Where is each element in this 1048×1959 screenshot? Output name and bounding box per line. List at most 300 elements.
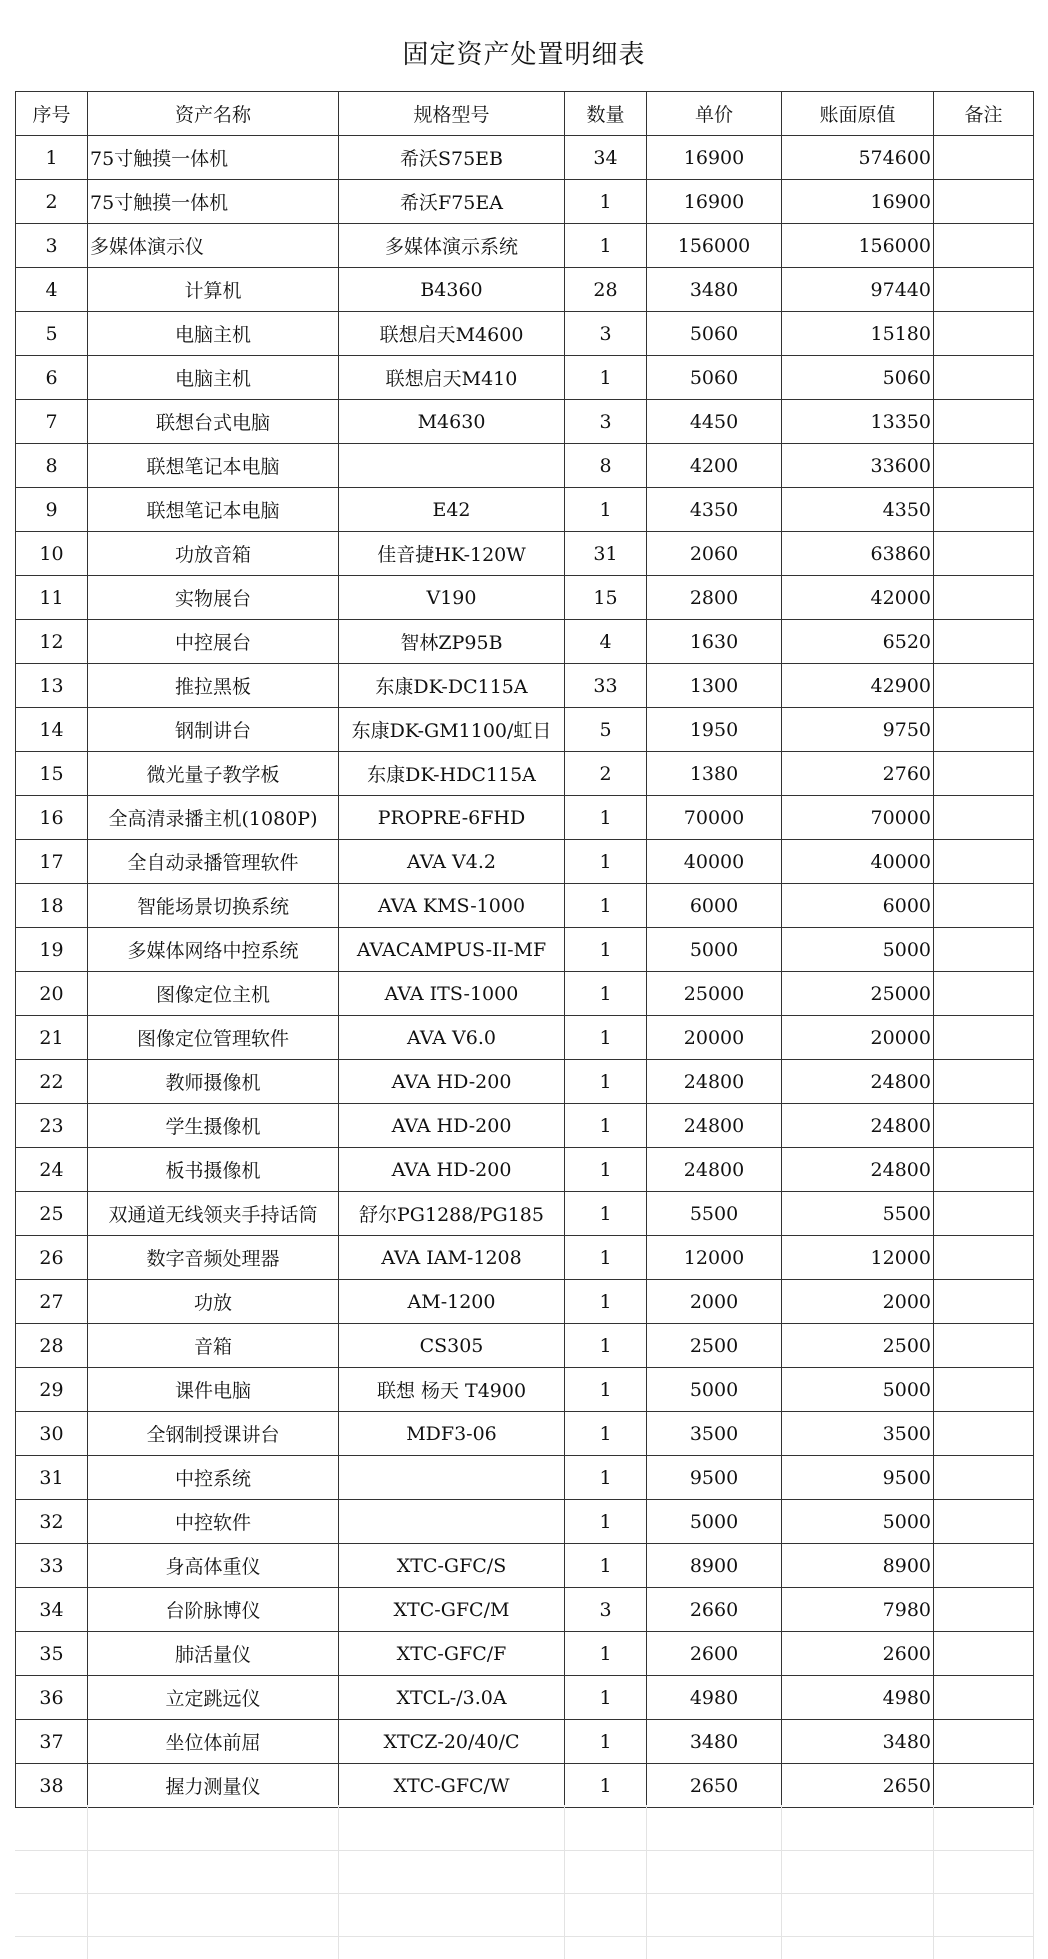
cell-book-value[interactable]: 5060 [782,356,934,400]
cell-asset-name[interactable]: 功放 [88,1280,339,1324]
cell-book-value[interactable]: 8900 [782,1544,934,1588]
cell-remarks[interactable] [934,1148,1034,1192]
cell-spec-model[interactable]: 联想启天M410 [339,356,565,400]
cell-book-value[interactable]: 63860 [782,532,934,576]
cell-spec-model[interactable]: AVA KMS-1000 [339,884,565,928]
cell-unit-price[interactable]: 3480 [647,268,782,312]
cell-spec-model[interactable]: PROPRE-6FHD [339,796,565,840]
cell-asset-name[interactable]: 图像定位管理软件 [88,1016,339,1060]
cell-asset-name[interactable]: 联想台式电脑 [88,400,339,444]
cell-quantity[interactable]: 1 [565,1236,647,1280]
cell-unit-price[interactable]: 20000 [647,1016,782,1060]
cell-quantity[interactable]: 1 [565,840,647,884]
cell-index[interactable]: 5 [16,312,88,356]
cell-book-value[interactable]: 5500 [782,1192,934,1236]
cell-quantity[interactable]: 1 [565,1280,647,1324]
cell-remarks[interactable] [934,796,1034,840]
cell-spec-model[interactable]: 智林ZP95B [339,620,565,664]
cell-unit-price[interactable]: 9500 [647,1456,782,1500]
cell-quantity[interactable]: 1 [565,1412,647,1456]
cell-remarks[interactable] [934,224,1034,268]
cell-quantity[interactable]: 1 [565,1368,647,1412]
cell-index[interactable]: 2 [16,180,88,224]
cell-book-value[interactable]: 20000 [782,1016,934,1060]
cell-quantity[interactable]: 1 [565,1456,647,1500]
cell-asset-name[interactable]: 75寸触摸一体机 [88,136,339,180]
table-row [16,1632,1034,1676]
cell-index[interactable]: 36 [16,1676,88,1720]
cell-asset-name[interactable]: 多媒体演示仪 [88,224,339,268]
cell-quantity[interactable]: 3 [565,400,647,444]
cell-remarks[interactable] [934,1368,1034,1412]
cell-remarks[interactable] [934,576,1034,620]
cell-index[interactable]: 3 [16,224,88,268]
cell-unit-price[interactable]: 4980 [647,1676,782,1720]
cell-asset-name[interactable]: 肺活量仪 [88,1632,339,1676]
cell-asset-name[interactable]: 微光量子教学板 [88,752,339,796]
cell-spec-model[interactable]: XTC-GFC/M [339,1588,565,1632]
cell-index[interactable]: 24 [16,1148,88,1192]
header-book-value[interactable]: 账面原值 [782,92,934,136]
cell-book-value[interactable]: 2000 [782,1280,934,1324]
table-row [16,752,1034,796]
cell-quantity[interactable]: 1 [565,1632,647,1676]
cell-spec-model[interactable] [339,444,565,488]
cell-unit-price[interactable]: 12000 [647,1236,782,1280]
table-row [16,1676,1034,1720]
cell-quantity[interactable]: 4 [565,620,647,664]
table-row [16,884,1034,928]
cell-remarks[interactable] [934,840,1034,884]
cell-asset-name[interactable]: 多媒体网络中控系统 [88,928,339,972]
cell-quantity[interactable]: 34 [565,136,647,180]
cell-quantity[interactable]: 1 [565,488,647,532]
cell-spec-model[interactable]: 舒尔PG1288/PG185 [339,1192,565,1236]
cell-quantity[interactable]: 1 [565,1544,647,1588]
cell-remarks[interactable] [934,884,1034,928]
cell-quantity[interactable]: 1 [565,1324,647,1368]
cell-spec-model[interactable]: AVACAMPUS-II-MF [339,928,565,972]
cell-remarks[interactable] [934,1632,1034,1676]
table-row [16,1588,1034,1632]
table-row [16,1456,1034,1500]
cell-spec-model[interactable]: AVA HD-200 [339,1060,565,1104]
cell-index[interactable]: 27 [16,1280,88,1324]
cell-book-value[interactable]: 4980 [782,1676,934,1720]
cell-quantity[interactable]: 1 [565,180,647,224]
table-row [16,400,1034,444]
cell-remarks[interactable] [934,1676,1034,1720]
table-row [16,620,1034,664]
cell-asset-name[interactable]: 实物展台 [88,576,339,620]
cell-unit-price[interactable]: 24800 [647,1104,782,1148]
cell-unit-price[interactable]: 5000 [647,1500,782,1544]
cell-spec-model[interactable]: 东康DK-GM1100/虹日 [339,708,565,752]
cell-spec-model[interactable]: 东康DK-DC115A [339,664,565,708]
header-unit-price[interactable]: 单价 [647,92,782,136]
cell-asset-name[interactable]: 音箱 [88,1324,339,1368]
cell-remarks[interactable] [934,972,1034,1016]
cell-book-value[interactable]: 16900 [782,180,934,224]
cell-remarks[interactable] [934,136,1034,180]
cell-unit-price[interactable]: 5060 [647,312,782,356]
cell-remarks[interactable] [934,180,1034,224]
cell-asset-name[interactable]: 学生摄像机 [88,1104,339,1148]
table-row [16,1500,1034,1544]
cell-index[interactable]: 9 [16,488,88,532]
cell-spec-model[interactable]: AVA HD-200 [339,1148,565,1192]
cell-quantity[interactable]: 2 [565,752,647,796]
cell-spec-model[interactable]: XTCZ-20/40/C [339,1720,565,1764]
header-quantity[interactable]: 数量 [565,92,647,136]
cell-book-value[interactable]: 6000 [782,884,934,928]
cell-book-value[interactable]: 2500 [782,1324,934,1368]
cell-remarks[interactable] [934,1192,1034,1236]
cell-index[interactable]: 32 [16,1500,88,1544]
cell-asset-name[interactable]: 全高清录播主机(1080P) [88,796,339,840]
cell-spec-model[interactable]: 东康DK-HDC115A [339,752,565,796]
cell-index[interactable]: 19 [16,928,88,972]
cell-quantity[interactable]: 33 [565,664,647,708]
cell-unit-price[interactable]: 2660 [647,1588,782,1632]
cell-unit-price[interactable]: 5500 [647,1192,782,1236]
cell-book-value[interactable]: 6520 [782,620,934,664]
cell-remarks[interactable] [934,1720,1034,1764]
cell-unit-price[interactable]: 3480 [647,1720,782,1764]
cell-book-value[interactable]: 2650 [782,1764,934,1808]
cell-spec-model[interactable]: 多媒体演示系统 [339,224,565,268]
cell-asset-name[interactable]: 教师摄像机 [88,1060,339,1104]
cell-index[interactable]: 10 [16,532,88,576]
cell-book-value[interactable]: 4350 [782,488,934,532]
cell-quantity[interactable]: 15 [565,576,647,620]
cell-remarks[interactable] [934,1016,1034,1060]
cell-asset-name[interactable]: 板书摄像机 [88,1148,339,1192]
cell-asset-name[interactable]: 计算机 [88,268,339,312]
cell-book-value[interactable]: 25000 [782,972,934,1016]
table-row [16,1104,1034,1148]
cell-spec-model[interactable]: AVA IAM-1208 [339,1236,565,1280]
cell-remarks[interactable] [934,1588,1034,1632]
table-row [16,532,1034,576]
cell-index[interactable]: 6 [16,356,88,400]
cell-remarks[interactable] [934,1412,1034,1456]
cell-asset-name[interactable]: 推拉黑板 [88,664,339,708]
cell-asset-name[interactable]: 电脑主机 [88,312,339,356]
cell-unit-price[interactable]: 1950 [647,708,782,752]
cell-spec-model[interactable]: AVA V6.0 [339,1016,565,1060]
cell-remarks[interactable] [934,1280,1034,1324]
cell-quantity[interactable]: 1 [565,1764,647,1808]
cell-index[interactable]: 26 [16,1236,88,1280]
cell-remarks[interactable] [934,928,1034,972]
cell-quantity[interactable]: 1 [565,884,647,928]
cell-asset-name[interactable]: 握力测量仪 [88,1764,339,1808]
empty-gridline [933,1805,934,1959]
header-remarks[interactable]: 备注 [934,92,1034,136]
cell-spec-model[interactable]: AM-1200 [339,1280,565,1324]
cell-index[interactable]: 15 [16,752,88,796]
cell-index[interactable]: 25 [16,1192,88,1236]
cell-quantity[interactable]: 28 [565,268,647,312]
cell-remarks[interactable] [934,1104,1034,1148]
cell-book-value[interactable]: 3500 [782,1412,934,1456]
cell-index[interactable]: 28 [16,1324,88,1368]
header-spec-model[interactable]: 规格型号 [339,92,565,136]
cell-spec-model[interactable]: AVA V4.2 [339,840,565,884]
cell-unit-price[interactable]: 24800 [647,1060,782,1104]
cell-book-value[interactable]: 70000 [782,796,934,840]
empty-gridline [87,1805,88,1959]
cell-index[interactable]: 8 [16,444,88,488]
cell-index[interactable]: 37 [16,1720,88,1764]
cell-asset-name[interactable]: 中控软件 [88,1500,339,1544]
cell-quantity[interactable]: 1 [565,356,647,400]
cell-index[interactable]: 35 [16,1632,88,1676]
cell-unit-price[interactable]: 70000 [647,796,782,840]
cell-asset-name[interactable]: 双通道无线领夹手持话筒 [88,1192,339,1236]
cell-unit-price[interactable]: 4350 [647,488,782,532]
cell-remarks[interactable] [934,312,1034,356]
cell-spec-model[interactable]: M4630 [339,400,565,444]
cell-unit-price[interactable]: 156000 [647,224,782,268]
cell-unit-price[interactable]: 2650 [647,1764,782,1808]
table-row [16,1764,1034,1808]
cell-unit-price[interactable]: 8900 [647,1544,782,1588]
cell-remarks[interactable] [934,664,1034,708]
cell-book-value[interactable]: 40000 [782,840,934,884]
cell-asset-name[interactable]: 联想笔记本电脑 [88,488,339,532]
cell-unit-price[interactable]: 2800 [647,576,782,620]
cell-quantity[interactable]: 1 [565,224,647,268]
cell-asset-name[interactable]: 中控系统 [88,1456,339,1500]
cell-asset-name[interactable]: 全自动录播管理软件 [88,840,339,884]
cell-book-value[interactable]: 574600 [782,136,934,180]
cell-book-value[interactable]: 13350 [782,400,934,444]
cell-quantity[interactable]: 1 [565,1720,647,1764]
cell-unit-price[interactable]: 2060 [647,532,782,576]
cell-remarks[interactable] [934,1544,1034,1588]
cell-book-value[interactable]: 12000 [782,1236,934,1280]
cell-unit-price[interactable]: 4450 [647,400,782,444]
cell-quantity[interactable]: 5 [565,708,647,752]
empty-gridline [15,1936,1033,1937]
cell-asset-name[interactable]: 全钢制授课讲台 [88,1412,339,1456]
cell-spec-model[interactable]: 联想 杨天 T4900 [339,1368,565,1412]
cell-remarks[interactable] [934,356,1034,400]
cell-quantity[interactable]: 1 [565,1500,647,1544]
cell-quantity[interactable]: 31 [565,532,647,576]
cell-spec-model[interactable]: B4360 [339,268,565,312]
cell-book-value[interactable]: 5000 [782,928,934,972]
cell-spec-model[interactable]: XTC-GFC/F [339,1632,565,1676]
table-row [16,1544,1034,1588]
cell-spec-model[interactable]: 佳音捷HK-120W [339,532,565,576]
cell-quantity[interactable]: 3 [565,312,647,356]
cell-asset-name[interactable]: 课件电脑 [88,1368,339,1412]
cell-index[interactable]: 21 [16,1016,88,1060]
cell-asset-name[interactable]: 联想笔记本电脑 [88,444,339,488]
cell-unit-price[interactable]: 16900 [647,180,782,224]
cell-index[interactable]: 18 [16,884,88,928]
cell-index[interactable]: 11 [16,576,88,620]
cell-book-value[interactable]: 9500 [782,1456,934,1500]
cell-remarks[interactable] [934,488,1034,532]
cell-asset-name[interactable]: 电脑主机 [88,356,339,400]
cell-index[interactable]: 30 [16,1412,88,1456]
cell-spec-model[interactable] [339,1500,565,1544]
cell-asset-name[interactable]: 图像定位主机 [88,972,339,1016]
cell-spec-model[interactable]: CS305 [339,1324,565,1368]
cell-index[interactable]: 7 [16,400,88,444]
cell-asset-name[interactable]: 身高体重仪 [88,1544,339,1588]
cell-book-value[interactable]: 5000 [782,1500,934,1544]
cell-book-value[interactable]: 42000 [782,576,934,620]
cell-index[interactable]: 16 [16,796,88,840]
cell-book-value[interactable]: 3480 [782,1720,934,1764]
table-row [16,576,1034,620]
cell-quantity[interactable]: 1 [565,972,647,1016]
cell-quantity[interactable]: 1 [565,1192,647,1236]
cell-unit-price[interactable]: 24800 [647,1148,782,1192]
cell-index[interactable]: 33 [16,1544,88,1588]
cell-unit-price[interactable]: 5000 [647,928,782,972]
cell-unit-price[interactable]: 3500 [647,1412,782,1456]
cell-unit-price[interactable]: 40000 [647,840,782,884]
cell-remarks[interactable] [934,444,1034,488]
empty-gridline [564,1805,565,1959]
cell-book-value[interactable]: 24800 [782,1148,934,1192]
cell-unit-price[interactable]: 1630 [647,620,782,664]
cell-index[interactable]: 13 [16,664,88,708]
cell-asset-name[interactable]: 智能场景切换系统 [88,884,339,928]
cell-index[interactable]: 12 [16,620,88,664]
cell-unit-price[interactable]: 25000 [647,972,782,1016]
cell-remarks[interactable] [934,1324,1034,1368]
cell-book-value[interactable]: 42900 [782,664,934,708]
table-row [16,356,1034,400]
cell-index[interactable]: 20 [16,972,88,1016]
cell-unit-price[interactable]: 6000 [647,884,782,928]
cell-book-value[interactable]: 15180 [782,312,934,356]
cell-unit-price[interactable]: 4200 [647,444,782,488]
empty-gridline [15,1850,1033,1851]
cell-remarks[interactable] [934,400,1034,444]
cell-remarks[interactable] [934,532,1034,576]
cell-spec-model[interactable]: MDF3-06 [339,1412,565,1456]
cell-spec-model[interactable]: XTC-GFC/S [339,1544,565,1588]
header-index[interactable]: 序号 [16,92,88,136]
cell-unit-price[interactable]: 1300 [647,664,782,708]
cell-index[interactable]: 31 [16,1456,88,1500]
cell-asset-name[interactable]: 功放音箱 [88,532,339,576]
cell-book-value[interactable]: 9750 [782,708,934,752]
cell-quantity[interactable]: 1 [565,1676,647,1720]
cell-spec-model[interactable]: V190 [339,576,565,620]
cell-quantity[interactable]: 1 [565,928,647,972]
cell-spec-model[interactable]: XTCL-/3.0A [339,1676,565,1720]
cell-unit-price[interactable]: 2000 [647,1280,782,1324]
cell-unit-price[interactable]: 2600 [647,1632,782,1676]
cell-spec-model[interactable]: XTC-GFC/W [339,1764,565,1808]
cell-spec-model[interactable] [339,1456,565,1500]
cell-remarks[interactable] [934,1456,1034,1500]
cell-spec-model[interactable]: E42 [339,488,565,532]
cell-spec-model[interactable]: AVA ITS-1000 [339,972,565,1016]
cell-unit-price[interactable]: 16900 [647,136,782,180]
cell-book-value[interactable]: 2760 [782,752,934,796]
cell-book-value[interactable]: 5000 [782,1368,934,1412]
cell-index[interactable]: 14 [16,708,88,752]
cell-book-value[interactable]: 7980 [782,1588,934,1632]
cell-remarks[interactable] [934,1060,1034,1104]
cell-unit-price[interactable]: 5060 [647,356,782,400]
cell-unit-price[interactable]: 5000 [647,1368,782,1412]
cell-quantity[interactable]: 1 [565,1104,647,1148]
cell-asset-name[interactable]: 钢制讲台 [88,708,339,752]
cell-book-value[interactable]: 2600 [782,1632,934,1676]
cell-remarks[interactable] [934,268,1034,312]
cell-book-value[interactable]: 24800 [782,1104,934,1148]
cell-index[interactable]: 1 [16,136,88,180]
cell-asset-name[interactable]: 坐位体前屈 [88,1720,339,1764]
cell-quantity[interactable]: 1 [565,796,647,840]
header-asset-name[interactable]: 资产名称 [88,92,339,136]
cell-asset-name[interactable]: 75寸触摸一体机 [88,180,339,224]
table-title: 固定资产处置明细表 [402,40,646,70]
cell-asset-name[interactable]: 数字音频处理器 [88,1236,339,1280]
cell-spec-model[interactable]: 联想启天M4600 [339,312,565,356]
table-row [16,488,1034,532]
cell-book-value[interactable]: 156000 [782,224,934,268]
cell-asset-name[interactable]: 中控展台 [88,620,339,664]
cell-spec-model[interactable]: AVA HD-200 [339,1104,565,1148]
cell-asset-name[interactable]: 台阶脉博仪 [88,1588,339,1632]
asset-disposal-table [15,91,1034,1808]
cell-remarks[interactable] [934,1236,1034,1280]
cell-remarks[interactable] [934,708,1034,752]
cell-book-value[interactable]: 33600 [782,444,934,488]
cell-book-value[interactable]: 97440 [782,268,934,312]
cell-quantity[interactable]: 1 [565,1016,647,1060]
cell-asset-name[interactable]: 立定跳远仪 [88,1676,339,1720]
cell-index[interactable]: 4 [16,268,88,312]
table-row [16,444,1034,488]
cell-spec-model[interactable]: 希沃F75EA [339,180,565,224]
cell-remarks[interactable] [934,1764,1034,1808]
cell-index[interactable]: 17 [16,840,88,884]
table-row [16,1368,1034,1412]
cell-book-value[interactable]: 24800 [782,1060,934,1104]
cell-index[interactable]: 23 [16,1104,88,1148]
cell-index[interactable]: 29 [16,1368,88,1412]
empty-gridline [646,1805,647,1959]
cell-spec-model[interactable]: 希沃S75EB [339,136,565,180]
cell-quantity[interactable]: 3 [565,1588,647,1632]
cell-remarks[interactable] [934,1500,1034,1544]
cell-unit-price[interactable]: 1380 [647,752,782,796]
table-row [16,708,1034,752]
cell-index[interactable]: 22 [16,1060,88,1104]
cell-remarks[interactable] [934,752,1034,796]
cell-quantity[interactable]: 1 [565,1148,647,1192]
cell-quantity[interactable]: 1 [565,1060,647,1104]
cell-remarks[interactable] [934,620,1034,664]
cell-quantity[interactable]: 8 [565,444,647,488]
cell-index[interactable]: 38 [16,1764,88,1808]
cell-unit-price[interactable]: 2500 [647,1324,782,1368]
cell-index[interactable]: 34 [16,1588,88,1632]
